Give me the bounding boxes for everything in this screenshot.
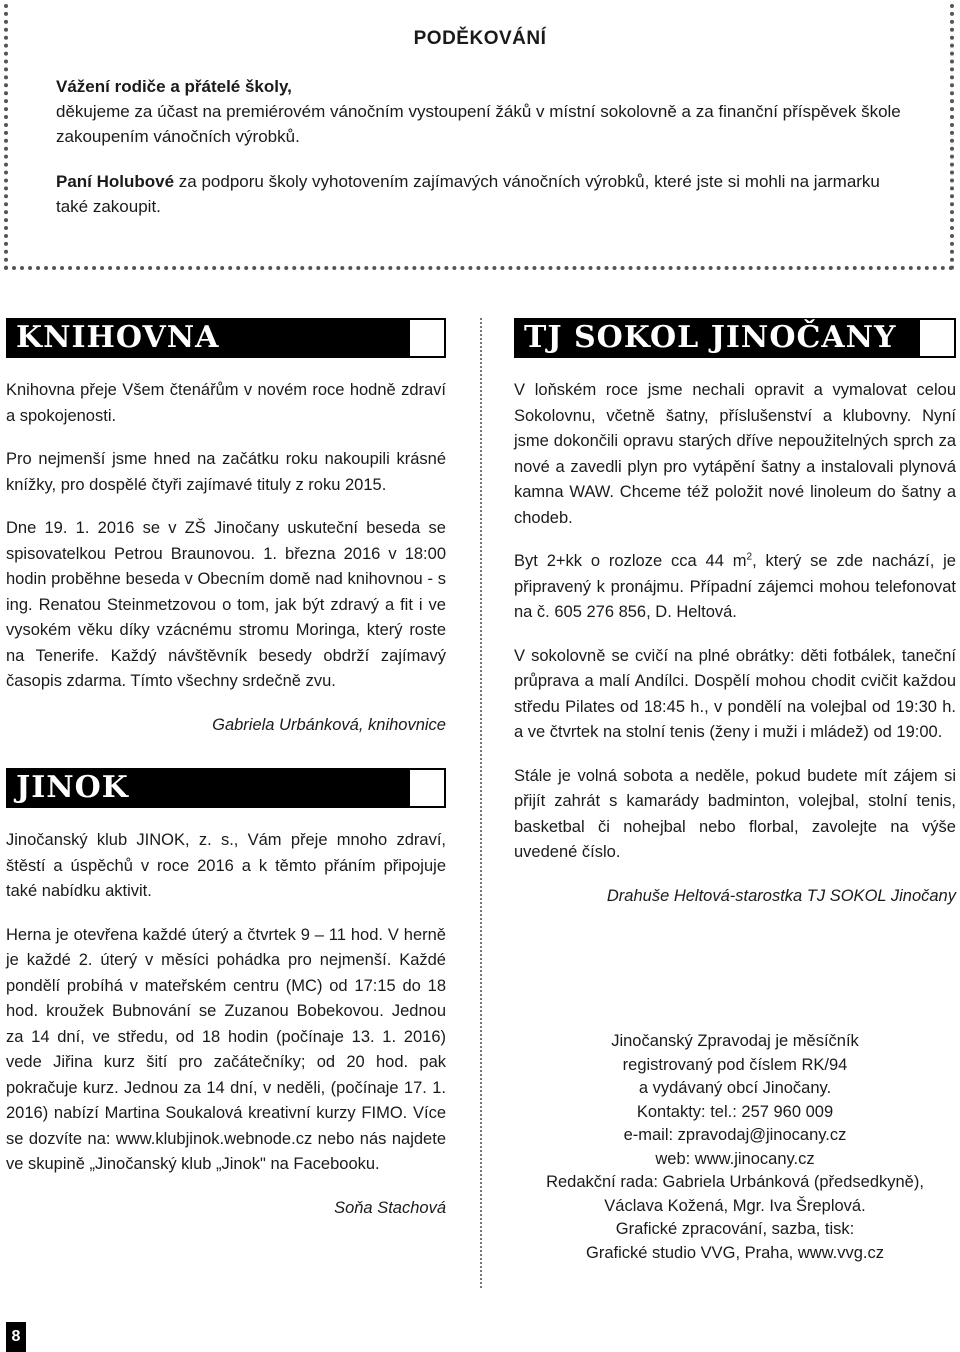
sokol-paragraph-4: Stále je volná sobota a neděle, pokud budete mít zájem si přijít zahrát s kamarády badminton, volejbal, stolní tenis, basketbal či nohejbal nebo florbal, zavolejte na výše uvedené číslo.: [514, 766, 956, 861]
knihovna-paragraph-1: Knihovna přeje Všem čtenářům v novém roce hodně zdraví a spokojenosti.: [6, 381, 446, 425]
jinok-heading: JINOK: [16, 770, 129, 806]
left-column: [6, 318, 446, 1251]
knihovna-heading: KNIHOVNA: [16, 320, 220, 356]
sokol-paragraph-1: V loňském roce jsme nechali opravit a vymalovat celou Sokolovnu, včetně šatny, příslušenství a klubovny. Nyní jsme dokončili opravu starých dříve nepoužitelných sprch za nové a zavedli plyn pro vytápění šatny a instalovali plynová kamna WAW. Chceme též položit nové linoleum do šatny a chodeb.: [514, 381, 956, 527]
thanks-greeting: Vážení rodiče a přátelé školy,: [56, 77, 292, 96]
imprint-line: Grafické studio VVG, Praha, www.vvg.cz: [585, 1243, 885, 1262]
imprint-line: Jinočanský Zpravodaj je měsíčník: [611, 1032, 859, 1050]
heading-square-icon: [410, 770, 444, 806]
right-column: [514, 318, 956, 939]
knihovna-paragraph-3: Dne 19. 1. 2016 se v ZŠ Jinočany uskuteční beseda se spisovatelkou Petrou Braunovou. 1. března 2016 v 18:00 hodin proběhne beseda v Obecním domě nad knihovnou - s ing. Renatou Steinmetzovou o tom, jak být zdravý a fit i ve vysokém věku díky vzácnému stromu Moringa, který roste na Tenerife. Každý návštěvník besedy obdrží zajímavý časopis zdarma. Tímto všechny srdečně zvu.: [6, 519, 446, 690]
imprint-line: Václava Kožená, Mgr. Iva Šreplová.: [604, 1196, 866, 1215]
imprint: [514, 1030, 956, 1265]
sokol-heading-bar: [514, 318, 956, 358]
imprint-line: Redakční rada: Gabriela Urbánková (předsedkyně),: [546, 1173, 924, 1191]
thanks-title: PODĚKOVÁNÍ: [413, 28, 547, 49]
thanks-line2: za podporu školy vyhotovením zajímavých vánočních výrobků, které jste si mohli na jarmarku také zakoupit.: [56, 172, 880, 216]
imprint-line: registrovaný pod číslem RK/94: [622, 1055, 848, 1074]
sokol-signature: Drahuše Heltová-starostka TJ SOKOL Jinočany: [606, 886, 956, 905]
imprint-line: Kontakty: tel.: 257 960 009: [636, 1102, 834, 1121]
jinok-paragraph-2: Herna je otevřena každé úterý a čtvrtek 9 – 11 hod. V herně je každé 2. úterý v měsíci pohádka pro nejmenší. Každé pondělí probíhá v mateřském centru (MC) od 17:15 do 18 hod. kroužek Bubnování se Zuzanou Bobekovou. Jednou za 14 dní, ve středu, od 18 hodin (počínaje 13. 1. 2016) vede Jiřina kurz šití pro začátečníky; od 20 hod. pak pokračuje kurz. Jednou za 14 dní, v neděli, (počínaje 17. 1. 2016) nabízí Martina Soukalová kreativní kurzy FIMO. Více se dozvíte na: www.klubjinok.webnode.cz nebo nás najdete ve skupině „Jinočanský klub „Jinok" na Facebooku.: [6, 925, 446, 1173]
sokol-p2-post: , který se zde nachází, je připravený k pronájmu. Případní zájemci mohou telefonovat na č. 605 276 856, D. Heltová.: [514, 552, 956, 621]
column-divider: [480, 318, 482, 1288]
imprint-line: a vydávaný obcí Jinočany.: [638, 1079, 832, 1097]
thanks-line1: děkujeme za účast na premiérovém vánočním vystoupení žáků v místní sokolovně a za finanční příspěvek škole zakoupením vánočních výrobků.: [56, 102, 901, 146]
heading-square-icon: [410, 320, 444, 356]
sokol-p2-pre: Byt 2+kk o rozloze cca 44 m: [514, 552, 747, 570]
sokol-p2-sup: 2: [746, 551, 753, 563]
thanks-name: Paní Holubové: [56, 172, 175, 191]
jinok-heading-bar: [6, 768, 446, 808]
imprint-line: Grafické zpracování, sazba, tisk:: [615, 1220, 855, 1238]
jinok-signature: Soňa Stachová: [334, 1198, 446, 1217]
knihovna-heading-bar: [6, 318, 446, 358]
heading-square-icon: [920, 320, 954, 356]
knihovna-paragraph-2: Pro nejmenší jsme hned na začátku roku nakoupili krásné knížky, pro dospělé čtyři zajímavé tituly z roku 2015.: [6, 450, 446, 494]
imprint-email[interactable]: e-mail: zpravodaj@jinocany.cz: [623, 1126, 847, 1144]
thanks-body: [56, 74, 916, 239]
jinok-paragraph-1: Jinočanský klub JINOK, z. s., Vám přeje mnoho zdraví, štěstí a úspěchů v roce 2016 a k těmto přáním připojuje také nabídku aktivit.: [6, 831, 446, 900]
sokol-paragraph-2: [514, 549, 956, 626]
imprint-web[interactable]: web: www.jinocany.cz: [655, 1149, 815, 1168]
sokol-heading: TJ SOKOL JINOČANY: [524, 320, 897, 356]
sokol-paragraph-3: V sokolovně se cvičí na plné obrátky: děti fotbálek, taneční průprava a malí Andílci. Dospělí mohou chodit cvičit každou středu Pilates od 18:45 h., v pondělí na volejbal od 19:30 h. a ve čtvrtek na stolní tenis (ženy i muži i mládež) od 19:00.: [514, 646, 956, 741]
page-number: 8: [6, 1322, 26, 1352]
knihovna-signature: Gabriela Urbánková, knihovnice: [212, 715, 446, 734]
